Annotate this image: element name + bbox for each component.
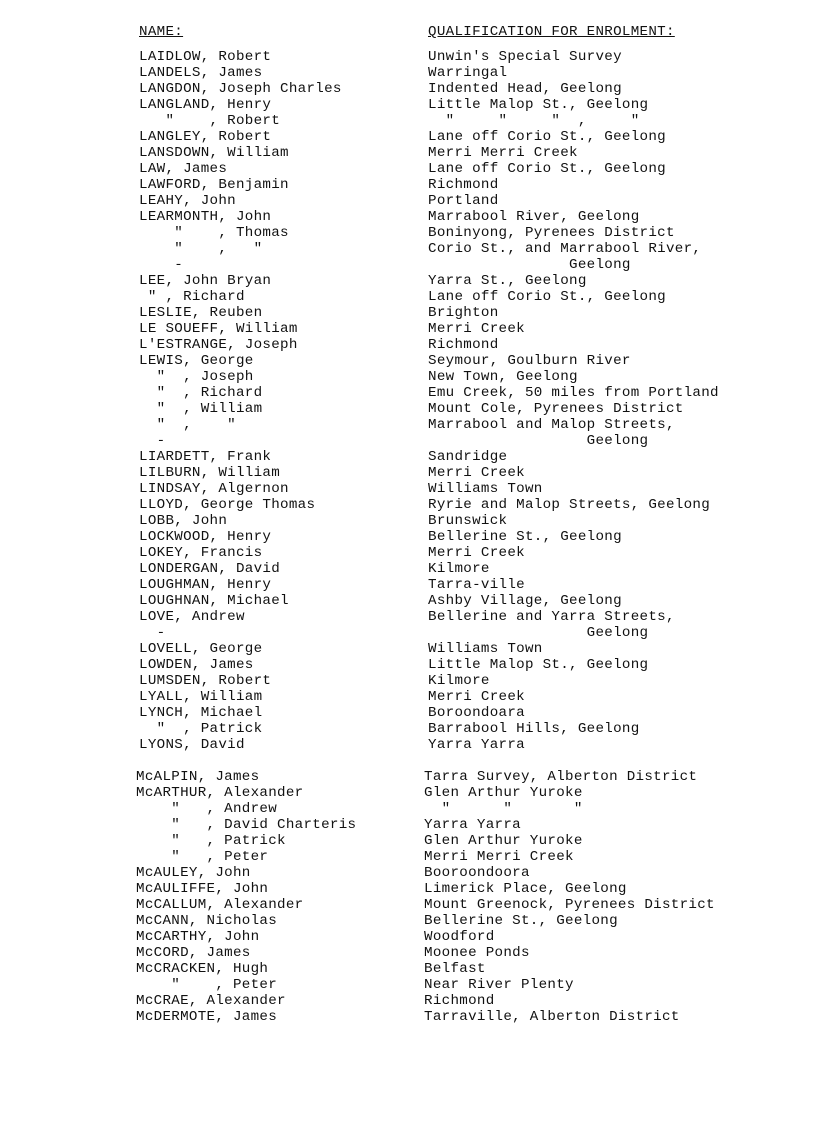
list-item — [0, 417, 816, 433]
entry-qualification: Tarra Survey, Alberton District — [424, 769, 698, 785]
entry-qualification: Marrabool and Malop Streets, — [428, 417, 675, 433]
entry-name: " , Peter — [136, 977, 278, 993]
entry-name: LILBURN, William — [139, 465, 281, 481]
entry-qualification: Lane off Corio St., Geelong — [428, 129, 666, 145]
list-item — [0, 849, 816, 865]
list-item — [0, 833, 816, 849]
entry-name: LOCKWOOD, Henry — [139, 529, 272, 545]
entry-qualification: Lane off Corio St., Geelong — [428, 161, 666, 177]
list-item — [0, 737, 816, 753]
list-item — [0, 97, 816, 113]
list-item — [0, 273, 816, 289]
entry-name: LOBB, John — [139, 513, 228, 529]
list-item — [0, 65, 816, 81]
list-item — [0, 785, 816, 801]
entry-name: LIARDETT, Frank — [139, 449, 272, 465]
list-item — [0, 81, 816, 97]
entry-name: " , Joseph — [139, 369, 254, 385]
entry-name: LANGDON, Joseph Charles — [139, 81, 342, 97]
entry-qualification: Ryrie and Malop Streets, Geelong — [428, 497, 711, 513]
entry-name: - — [139, 433, 166, 449]
entry-name: McCARTHY, John — [136, 929, 260, 945]
entry-name: LAWFORD, Benjamin — [139, 177, 289, 193]
entry-name: LOVE, Andrew — [139, 609, 245, 625]
list-item — [0, 769, 816, 785]
entry-qualification: Boninyong, Pyrenees District — [428, 225, 675, 241]
list-item — [0, 609, 816, 625]
entry-qualification: " " " , " — [428, 113, 640, 129]
entry-qualification: Bellerine St., Geelong — [428, 529, 622, 545]
list-item — [0, 561, 816, 577]
entry-name: McAULEY, John — [136, 865, 251, 881]
list-item — [0, 801, 816, 817]
list-item — [0, 977, 816, 993]
entry-qualification: Geelong — [428, 625, 649, 641]
entry-name: " , " — [139, 241, 263, 257]
entry-name: LLOYD, George Thomas — [139, 497, 316, 513]
entry-qualification: Merri Merri Creek — [424, 849, 574, 865]
entry-name: LYNCH, Michael — [139, 705, 263, 721]
entry-name: LEARMONTH, John — [139, 209, 272, 225]
list-item — [0, 929, 816, 945]
entry-qualification: Brunswick — [428, 513, 508, 529]
list-item — [0, 529, 816, 545]
entry-qualification: Unwin's Special Survey — [428, 49, 622, 65]
list-item — [0, 705, 816, 721]
list-item — [0, 449, 816, 465]
entry-qualification: Tarraville, Alberton District — [424, 1009, 680, 1025]
list-item — [0, 913, 816, 929]
entry-name: LE SOUEFF, William — [139, 321, 298, 337]
entry-qualification: New Town, Geelong — [428, 369, 578, 385]
list-item — [0, 817, 816, 833]
entry-qualification: Indented Head, Geelong — [428, 81, 622, 97]
list-item — [0, 177, 816, 193]
list-item — [0, 145, 816, 161]
entry-name: LAW, James — [139, 161, 228, 177]
list-item — [0, 1009, 816, 1025]
entry-qualification: Near River Plenty — [424, 977, 574, 993]
entry-qualification: Richmond — [424, 993, 495, 1009]
list-item — [0, 369, 816, 385]
entry-qualification: Barrabool Hills, Geelong — [428, 721, 640, 737]
entry-name: " , William — [139, 401, 263, 417]
entry-qualification: Glen Arthur Yuroke — [424, 785, 583, 801]
entry-name: L'ESTRANGE, Joseph — [139, 337, 298, 353]
entry-qualification: Marrabool River, Geelong — [428, 209, 640, 225]
entry-qualification: Williams Town — [428, 641, 543, 657]
entry-qualification: Geelong — [428, 433, 649, 449]
entry-qualification: Bellerine St., Geelong — [424, 913, 618, 929]
list-item — [0, 49, 816, 65]
list-item — [0, 225, 816, 241]
entry-qualification: Emu Creek, 50 miles from Portland — [428, 385, 719, 401]
entry-qualification: Limerick Place, Geelong — [424, 881, 627, 897]
entry-name: LANGLAND, Henry — [139, 97, 272, 113]
entry-qualification: Merri Creek — [428, 545, 525, 561]
entry-qualification: Glen Arthur Yuroke — [424, 833, 583, 849]
list-item — [0, 545, 816, 561]
entry-qualification: Woodford — [424, 929, 495, 945]
section-gap — [0, 753, 816, 769]
entry-name: - — [139, 257, 184, 273]
list-item — [0, 865, 816, 881]
entry-qualification: Moonee Ponds — [424, 945, 530, 961]
entry-name: LINDSAY, Algernon — [139, 481, 289, 497]
list-item — [0, 641, 816, 657]
entry-name: LYALL, William — [139, 689, 263, 705]
entry-name: McARTHUR, Alexander — [136, 785, 304, 801]
entry-name: McCORD, James — [136, 945, 251, 961]
entry-name: LUMSDEN, Robert — [139, 673, 272, 689]
entry-name: " , Andrew — [136, 801, 278, 817]
list-item — [0, 401, 816, 417]
entry-name: LAIDLOW, Robert — [139, 49, 272, 65]
entry-qualification: Little Malop St., Geelong — [428, 97, 649, 113]
list-item — [0, 497, 816, 513]
entry-name: McCANN, Nicholas — [136, 913, 278, 929]
enrolment-list — [0, 49, 816, 1025]
entry-qualification: Corio St., and Marrabool River, — [428, 241, 702, 257]
entry-name: LANSDOWN, William — [139, 145, 289, 161]
list-item — [0, 673, 816, 689]
entry-name: LYONS, David — [139, 737, 245, 753]
entry-qualification: Williams Town — [428, 481, 543, 497]
entry-qualification: Lane off Corio St., Geelong — [428, 289, 666, 305]
entry-qualification: Booroondoora — [424, 865, 530, 881]
list-item — [0, 993, 816, 1009]
list-item — [0, 257, 816, 273]
list-item — [0, 337, 816, 353]
entry-name: LONDERGAN, David — [139, 561, 281, 577]
entry-qualification: Mount Cole, Pyrenees District — [428, 401, 684, 417]
entry-qualification: Seymour, Goulburn River — [428, 353, 631, 369]
entry-name: LANDELS, James — [139, 65, 263, 81]
entry-qualification: Richmond — [428, 177, 499, 193]
list-item — [0, 513, 816, 529]
list-item — [0, 113, 816, 129]
entry-name: " , David Charteris — [136, 817, 357, 833]
list-item — [0, 625, 816, 641]
entry-name: " , Richard — [139, 385, 263, 401]
list-item — [0, 881, 816, 897]
list-item — [0, 289, 816, 305]
entry-qualification: Kilmore — [428, 561, 490, 577]
entry-qualification: Merri Creek — [428, 465, 525, 481]
entry-name: McCRACKEN, Hugh — [136, 961, 269, 977]
entry-name: LANGLEY, Robert — [139, 129, 272, 145]
list-item — [0, 353, 816, 369]
entry-qualification: " " " — [424, 801, 583, 817]
entry-name: LEWIS, George — [139, 353, 254, 369]
entry-name: McALPIN, James — [136, 769, 260, 785]
entry-name: LEE, John Bryan — [139, 273, 272, 289]
entry-name: LEAHY, John — [139, 193, 236, 209]
entry-qualification: Brighton — [428, 305, 499, 321]
entry-name: McCRAE, Alexander — [136, 993, 286, 1009]
entry-qualification: Sandridge — [428, 449, 508, 465]
name-column-header: NAME: — [139, 24, 184, 40]
entry-name: LOWDEN, James — [139, 657, 254, 673]
entry-qualification: Kilmore — [428, 673, 490, 689]
list-item — [0, 721, 816, 737]
entry-qualification: Yarra Yarra — [424, 817, 521, 833]
entry-qualification: Yarra St., Geelong — [428, 273, 587, 289]
list-item — [0, 577, 816, 593]
entry-qualification: Merri Creek — [428, 321, 525, 337]
list-item — [0, 321, 816, 337]
list-item — [0, 161, 816, 177]
entry-name: " , Richard — [139, 289, 245, 305]
entry-qualification: Warringal — [428, 65, 508, 81]
entry-name: McAULIFFE, John — [136, 881, 269, 897]
list-item — [0, 961, 816, 977]
entry-qualification: Yarra Yarra — [428, 737, 525, 753]
list-item — [0, 593, 816, 609]
entry-qualification: Richmond — [428, 337, 499, 353]
entry-qualification: Merri Merri Creek — [428, 145, 578, 161]
list-item — [0, 897, 816, 913]
entry-qualification: Ashby Village, Geelong — [428, 593, 622, 609]
entry-qualification: Bellerine and Yarra Streets, — [428, 609, 675, 625]
entry-qualification: Little Malop St., Geelong — [428, 657, 649, 673]
entry-name: " , Robert — [139, 113, 281, 129]
entry-name: " , Peter — [136, 849, 269, 865]
entry-qualification: Mount Greenock, Pyrenees District — [424, 897, 715, 913]
entry-name: LESLIE, Reuben — [139, 305, 263, 321]
entry-name: LOUGHNAN, Michael — [139, 593, 289, 609]
entry-qualification: Merri Creek — [428, 689, 525, 705]
entry-name: " , " — [139, 417, 236, 433]
entry-name: " , Patrick — [139, 721, 263, 737]
list-item — [0, 129, 816, 145]
list-item — [0, 209, 816, 225]
list-item — [0, 305, 816, 321]
list-item — [0, 241, 816, 257]
entry-name: McDERMOTE, James — [136, 1009, 278, 1025]
qualification-column-header: QUALIFICATION FOR ENROLMENT: — [428, 24, 675, 40]
list-item — [0, 465, 816, 481]
entry-qualification: Geelong — [428, 257, 631, 273]
entry-name: " , Patrick — [136, 833, 286, 849]
entry-name: " , Thomas — [139, 225, 289, 241]
list-item — [0, 481, 816, 497]
list-item — [0, 433, 816, 449]
entry-name: McCALLUM, Alexander — [136, 897, 304, 913]
entry-name: - — [139, 625, 166, 641]
entry-name: LOVELL, George — [139, 641, 263, 657]
list-item — [0, 945, 816, 961]
entry-name: LOUGHMAN, Henry — [139, 577, 272, 593]
entry-name: LOKEY, Francis — [139, 545, 263, 561]
entry-qualification: Belfast — [424, 961, 486, 977]
entry-qualification: Boroondoara — [428, 705, 525, 721]
entry-qualification: Portland — [428, 193, 499, 209]
list-item — [0, 689, 816, 705]
list-item — [0, 657, 816, 673]
list-item — [0, 193, 816, 209]
list-item — [0, 385, 816, 401]
entry-qualification: Tarra-ville — [428, 577, 525, 593]
